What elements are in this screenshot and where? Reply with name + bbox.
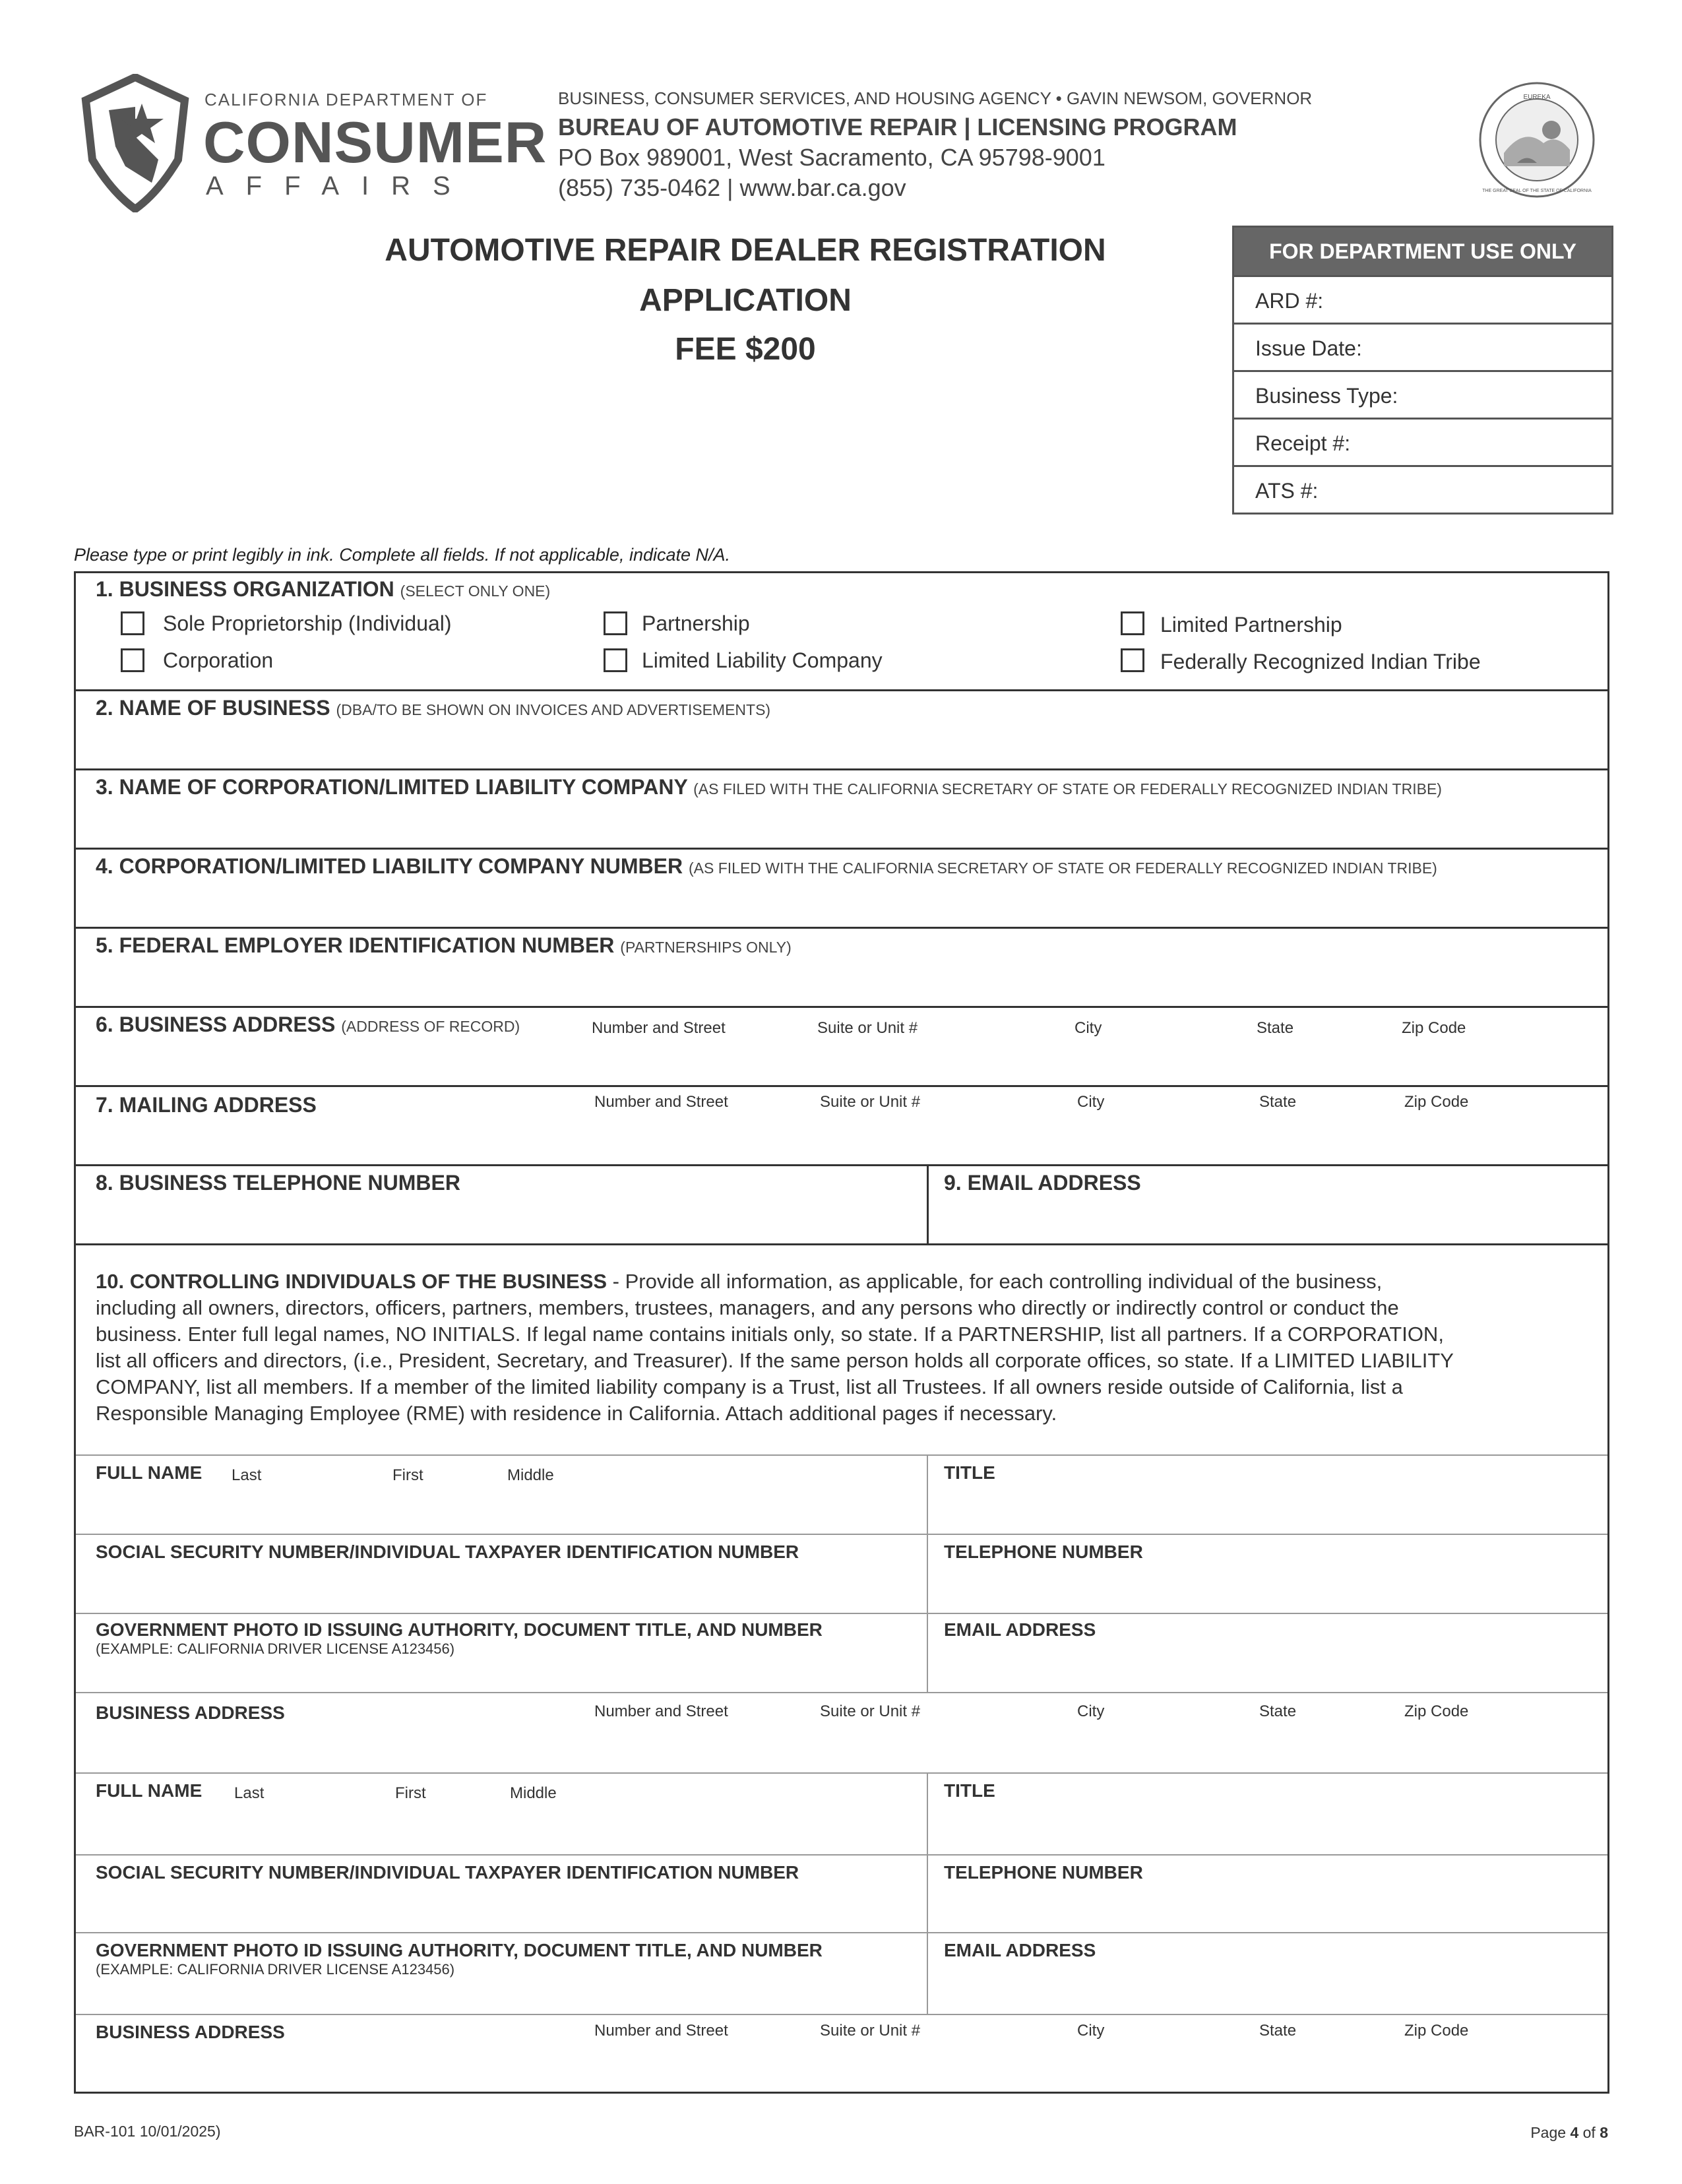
p1-phone-label: TELEPHONE NUMBER bbox=[944, 1542, 1143, 1562]
partnership-checkbox[interactable] bbox=[604, 611, 627, 635]
p1-gov-id-input[interactable] bbox=[96, 1660, 914, 1687]
p1-state-col: State bbox=[1259, 1702, 1297, 1720]
department-use-box bbox=[1232, 226, 1613, 515]
p2-gov-id-label: GOVERNMENT PHOTO ID ISSUING AUTHORITY, DOCUMENT TITLE, AND NUMBER bbox=[96, 1940, 823, 1960]
bureau-name: BUREAU OF AUTOMOTIVE REPAIR | LICENSING PROGRAM bbox=[558, 113, 1237, 140]
s6-suite-col: Suite or Unit # bbox=[817, 1019, 918, 1037]
department-use-heading: FOR DEPARTMENT USE ONLY bbox=[1234, 228, 1611, 275]
p2-suite-col: Suite or Unit # bbox=[820, 2022, 921, 2040]
p1-middle-col: Middle bbox=[507, 1466, 554, 1484]
p1-gov-id-label: GOVERNMENT PHOTO ID ISSUING AUTHORITY, DOCUMENT TITLE, AND NUMBER bbox=[96, 1619, 823, 1640]
p2-middle-col: Middle bbox=[510, 1784, 557, 1802]
application-form bbox=[74, 571, 1609, 2094]
p1-zip-col: Zip Code bbox=[1404, 1702, 1469, 1720]
s7-city-col: City bbox=[1077, 1093, 1105, 1111]
cdca-logo bbox=[79, 74, 547, 212]
agency-line: BUSINESS, CONSUMER SERVICES, AND HOUSING AGENCY • GAVIN NEWSOM, GOVERNOR bbox=[558, 88, 1313, 108]
p2-state-col: State bbox=[1259, 2022, 1297, 2040]
s7-state-col: State bbox=[1259, 1093, 1297, 1111]
p2-zip-col: Zip Code bbox=[1404, 2022, 1469, 2040]
p2-street-col: Number and Street bbox=[594, 2022, 728, 2040]
business-address-input[interactable] bbox=[96, 1042, 1586, 1078]
partnership-label: Partnership bbox=[642, 611, 750, 635]
section-2-label: 2. NAME OF BUSINESS (DBA/TO BE SHOWN ON INVOICES AND ADVERTISEMENTS) bbox=[96, 696, 771, 720]
p1-title-input[interactable] bbox=[944, 1490, 1590, 1523]
fein-input[interactable] bbox=[96, 960, 1586, 999]
instructions: Please type or print legibly in ink. Complete all fields. If not applicable, indicate N/A. bbox=[74, 545, 731, 565]
limited-partnership-checkbox[interactable] bbox=[1121, 611, 1144, 635]
receipt-number-field: Receipt #: bbox=[1234, 418, 1611, 465]
p1-phone-input[interactable] bbox=[944, 1568, 1590, 1601]
p1-business-address-input[interactable] bbox=[96, 1729, 1586, 1762]
s6-street-col: Number and Street bbox=[592, 1019, 726, 1037]
section-6-label: 6. BUSINESS ADDRESS (ADDRESS OF RECORD) bbox=[96, 1013, 520, 1036]
form-id: BAR-101 10/01/2025) bbox=[74, 2123, 221, 2140]
section-5-label: 5. FEDERAL EMPLOYER IDENTIFICATION NUMBER (PARTNERSHIPS ONLY) bbox=[96, 933, 792, 957]
p2-full-name-label: FULL NAME bbox=[96, 1780, 202, 1801]
llc-label: Limited Liability Company bbox=[642, 648, 883, 672]
corporation-number-input[interactable] bbox=[96, 881, 1586, 920]
bureau-address: PO Box 989001, West Sacramento, CA 95798-9001 bbox=[558, 144, 1106, 171]
p2-phone-label: TELEPHONE NUMBER bbox=[944, 1862, 1143, 1883]
s7-zip-col: Zip Code bbox=[1404, 1093, 1469, 1111]
p1-street-col: Number and Street bbox=[594, 1702, 728, 1720]
p1-city-col: City bbox=[1077, 1702, 1105, 1720]
sole-proprietorship-label: Sole Proprietorship (Individual) bbox=[163, 611, 452, 635]
p1-title-label: TITLE bbox=[944, 1462, 995, 1483]
business-type-field: Business Type: bbox=[1234, 370, 1611, 418]
email-address-input[interactable] bbox=[944, 1200, 1590, 1237]
corporation-label: Corporation bbox=[163, 648, 274, 672]
section-7-label: 7. MAILING ADDRESS bbox=[96, 1093, 317, 1117]
ard-number-field: ARD #: bbox=[1234, 275, 1611, 323]
p2-city-col: City bbox=[1077, 2022, 1105, 2040]
seal-text: THE GREAT SEAL OF THE STATE OF CALIFORNIA bbox=[1482, 189, 1592, 193]
s6-city-col: City bbox=[1075, 1019, 1102, 1037]
bureau-contact: (855) 735-0462 | www.bar.ca.gov bbox=[558, 174, 906, 201]
p1-email-input[interactable] bbox=[944, 1647, 1590, 1680]
corporation-checkbox[interactable] bbox=[121, 648, 144, 672]
indian-tribe-label: Federally Recognized Indian Tribe bbox=[1160, 650, 1481, 673]
section-10-description: 10. CONTROLLING INDIVIDUALS OF THE BUSINESS - Provide all information, as applicable, for each controlling individual of the business, including all owners, directors, officers, partners, members, trustees, managers, and any persons who directly or indirectly control or conduct the business. Enter full legal names, NO INITIALS. If legal name contains initials only, so state. If a PARTNERSHIP, list all partners. If a CORPORATION, list all officers and directors, (i.e., President, Secretary, and Treasurer). If the same person holds all corporate offices, so state. If a LIMITED LIABILITY COMPANY, list all members. If a member of the limited liability company is a Trust, list all Trustees. If all owners reside outside of California, list a Responsible Managing Employee (RME) with residence in California. Attach additional pages if necessary. bbox=[96, 1270, 1454, 1425]
p1-suite-col: Suite or Unit # bbox=[820, 1702, 921, 1720]
section-3-label: 3. NAME OF CORPORATION/LIMITED LIABILITY COMPANY (AS FILED WITH THE CALIFORNIA SECRETARY OF STATE OR FEDERALLY RECOGNIZED INDIAN TRIBE) bbox=[96, 775, 1442, 799]
section-1-label: 1. BUSINESS ORGANIZATION (SELECT ONLY ONE) bbox=[96, 577, 551, 601]
p1-ssn-input[interactable] bbox=[96, 1568, 914, 1601]
issue-date-field: Issue Date: bbox=[1234, 323, 1611, 370]
ats-number-field: ATS #: bbox=[1234, 465, 1611, 513]
s6-state-col: State bbox=[1257, 1019, 1294, 1037]
section-8-label: 8. BUSINESS TELEPHONE NUMBER bbox=[96, 1171, 460, 1195]
p1-last-col: Last bbox=[232, 1466, 262, 1484]
p2-ssn-input[interactable] bbox=[96, 1888, 914, 1921]
business-telephone-input[interactable] bbox=[96, 1200, 914, 1237]
p1-first-col: First bbox=[392, 1466, 423, 1484]
p1-email-label: EMAIL ADDRESS bbox=[944, 1619, 1096, 1640]
p2-gov-id-input[interactable] bbox=[96, 1981, 914, 2007]
limited-partnership-label: Limited Partnership bbox=[1160, 613, 1342, 637]
p2-business-address-label: BUSINESS ADDRESS bbox=[96, 2022, 285, 2042]
p2-phone-input[interactable] bbox=[944, 1888, 1590, 1921]
p1-business-address-label: BUSINESS ADDRESS bbox=[96, 1702, 285, 1723]
p2-full-name-input[interactable] bbox=[96, 1809, 914, 1842]
p1-gov-id-example: (EXAMPLE: CALIFORNIA DRIVER LICENSE A123456) bbox=[96, 1640, 455, 1657]
p2-first-col: First bbox=[395, 1784, 426, 1802]
logo-line-1: CALIFORNIA DEPARTMENT OF bbox=[204, 90, 488, 109]
s7-suite-col: Suite or Unit # bbox=[820, 1093, 921, 1111]
p2-title-label: TITLE bbox=[944, 1780, 995, 1801]
indian-tribe-checkbox[interactable] bbox=[1121, 648, 1144, 672]
form-fee: FEE $200 bbox=[675, 332, 816, 367]
p1-full-name-label: FULL NAME bbox=[96, 1462, 202, 1483]
logo-line-2: CONSUMER bbox=[203, 109, 547, 175]
p1-full-name-input[interactable] bbox=[96, 1490, 914, 1523]
s7-street-col: Number and Street bbox=[594, 1093, 728, 1111]
section-9-label: 9. EMAIL ADDRESS bbox=[944, 1171, 1141, 1195]
section-4-label: 4. CORPORATION/LIMITED LIABILITY COMPANY NUMBER (AS FILED WITH THE CALIFORNIA SECRETARY OF STATE OR FEDERALLY RECOGNIZED INDIAN TRIBE) bbox=[96, 854, 1437, 878]
p2-email-label: EMAIL ADDRESS bbox=[944, 1940, 1096, 1960]
llc-checkbox[interactable] bbox=[604, 648, 627, 672]
seal-motto: EUREKA bbox=[1523, 94, 1551, 101]
section-10-label: 10. CONTROLLING INDIVIDUALS OF THE BUSINESS bbox=[96, 1270, 607, 1293]
mailing-address-input[interactable] bbox=[96, 1121, 1586, 1158]
page-number: Page 4 of 8 bbox=[1530, 2124, 1608, 2141]
logo-line-3: AFFAIRS bbox=[206, 172, 473, 201]
p2-last-col: Last bbox=[234, 1784, 265, 1802]
sole-proprietorship-checkbox[interactable] bbox=[121, 611, 144, 635]
california-shield-icon bbox=[79, 74, 191, 212]
form-title-line-1: AUTOMOTIVE REPAIR DEALER REGISTRATION bbox=[385, 233, 1106, 268]
form-title-line-2: APPLICATION bbox=[639, 283, 852, 318]
business-name-input[interactable] bbox=[96, 722, 1586, 762]
p2-ssn-label: SOCIAL SECURITY NUMBER/INDIVIDUAL TAXPAYER IDENTIFICATION NUMBER bbox=[96, 1862, 799, 1883]
p1-ssn-label: SOCIAL SECURITY NUMBER/INDIVIDUAL TAXPAYER IDENTIFICATION NUMBER bbox=[96, 1542, 799, 1562]
s6-zip-col: Zip Code bbox=[1402, 1019, 1466, 1037]
state-seal bbox=[1478, 80, 1596, 199]
p2-business-address-input[interactable] bbox=[96, 2048, 1586, 2081]
p2-gov-id-example: (EXAMPLE: CALIFORNIA DRIVER LICENSE A123456) bbox=[96, 1961, 455, 1978]
corporation-name-input[interactable] bbox=[96, 801, 1586, 841]
p2-title-input[interactable] bbox=[944, 1809, 1590, 1842]
p2-email-input[interactable] bbox=[944, 1968, 1590, 2001]
